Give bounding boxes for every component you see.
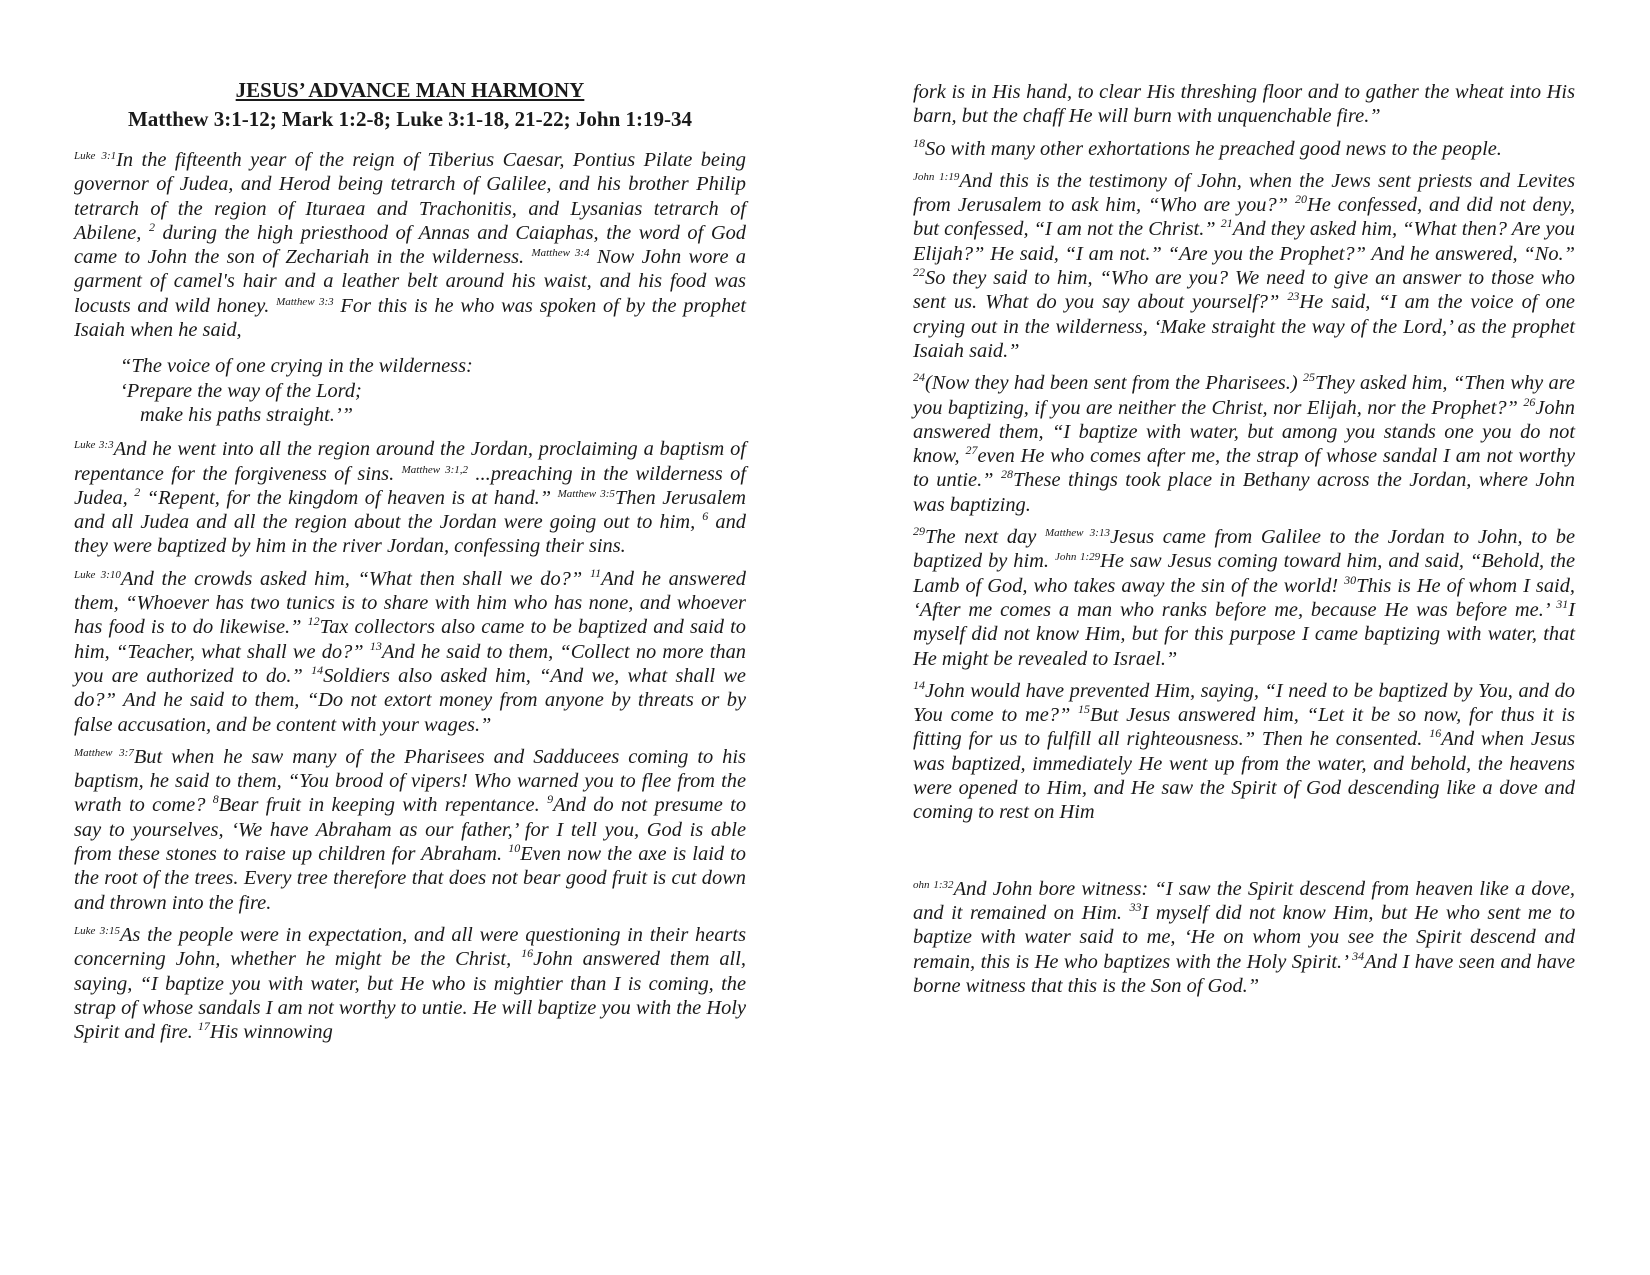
verse-number: 14 xyxy=(311,662,324,677)
verse-number: 15 xyxy=(1078,702,1091,717)
page-title: JESUS’ ADVANCE MAN HARMONY xyxy=(235,78,585,102)
paragraph xyxy=(913,679,1575,825)
verse-number: 21 xyxy=(1220,216,1233,231)
verse-number: 34 xyxy=(1352,948,1365,963)
verse-text: So with many other exhortations he preached good news to the people. xyxy=(925,137,1502,160)
scripture-ref-label: Luke 3:1 xyxy=(74,150,117,162)
verse-text: John answered them all, saying, “I baptize you with water, but He who is mightier than I is coming, the strap of whose sandals I am not worthy to untie. He will baptize you with the Holy Spirit and fire. xyxy=(74,948,746,1044)
verse-text: and they were baptized by him in the river Jordan, confessing their sins. xyxy=(74,511,746,558)
verse-text: I myself did not know Him, but for this purpose I came baptizing with water, that He might be revealed to Israel.” xyxy=(913,598,1575,670)
verse-text: The next day xyxy=(925,526,1045,549)
paragraph xyxy=(74,745,746,915)
verse-text: This is He of whom I said, ‘After me comes a man who ranks before me, because He was before me.’ xyxy=(913,574,1575,621)
paragraph xyxy=(74,437,746,558)
scripture-ref-label: Matthew 3:13 xyxy=(1044,527,1110,540)
verse-number: 24 xyxy=(913,370,925,385)
verse-text: They asked him, “Then why are you baptizing, if you are neither the Christ, nor Elijah, nor the Prophet?” xyxy=(913,372,1575,419)
verse-number: 12 xyxy=(307,614,320,629)
verse-text: But Jesus answered him, “Let it be so now, for thus it is fitting for us to fulfill all righteousness.” Then he consented. xyxy=(913,704,1575,751)
scripture-ref-label: Matthew 3:7 xyxy=(74,746,134,759)
verse-number: 16 xyxy=(1429,726,1442,741)
verse-number: 33 xyxy=(1129,899,1142,914)
quote-line: ‘Prepare the way of the Lord; xyxy=(120,379,362,402)
paragraph xyxy=(74,923,746,1044)
verse-text: And the crowds asked him, “What then shall we do?” xyxy=(120,567,590,590)
spacer xyxy=(913,833,1575,877)
verse-text: In the fifteenth year of the reign of Tiberius Caesar, Pontius Pilate being governor of Judea, and Herod being tetrarch of Galilee, and his brother Philip tetrarch of the region of Ituraea and Trachonitis, and Lysanias tetrarch of Abilene, xyxy=(74,149,746,244)
scripture-ref-label: Matthew 3:3 xyxy=(276,295,334,308)
verse-text: Tax collectors also came to be baptized and said to him, “Teacher, what shall we do?” xyxy=(74,616,746,663)
verse-text: John answered them, “I baptize with water, but among you stands one you do not know, xyxy=(913,396,1575,468)
paragraph xyxy=(913,877,1575,998)
verse-number: 10 xyxy=(508,841,521,856)
isaiah-quote xyxy=(120,354,746,427)
paragraph xyxy=(913,80,1575,129)
paragraph xyxy=(74,567,746,737)
verse-number: 13 xyxy=(369,638,382,653)
verse-text: But when he saw many of the Pharisees and Sadducees coming to his baptism, he said to them, “You brood of vipers! Who warned you to flee from the wrath to come? xyxy=(74,745,746,817)
verse-number: 27 xyxy=(965,443,978,458)
scripture-ref-label: ohn 1:32 xyxy=(913,878,954,891)
verse-text: For this is he who was spoken of by the prophet Isaiah when he said, xyxy=(74,294,746,342)
verse-number: 25 xyxy=(1303,370,1315,385)
verse-text: I myself did not know Him, but He who sent me to baptize with water said to me, ‘He on whom you see the Spirit descend and remain, this is He who baptizes with the Holy Spirit.’ xyxy=(913,901,1575,973)
verse-number: 20 xyxy=(1294,192,1307,207)
verse-text: And when Jesus was baptized, immediately He went up from the water, and behold, the heavens were opened to Him, and He saw the Spirit of God descending like a dove and coming to rest on Him xyxy=(913,728,1576,824)
scripture-ref-label: Luke 3:15 xyxy=(74,924,120,937)
verse-text: even He who comes after me, the strap of whose sandal I am not worthy to untie.” xyxy=(913,445,1575,492)
quote-line: make his paths straight.’” xyxy=(140,403,353,426)
verse-number: 6 xyxy=(702,509,709,524)
paragraph xyxy=(913,525,1575,671)
verse-number: 8 xyxy=(212,792,219,807)
verse-text: ...preaching in the wilderness of Judea, xyxy=(74,462,746,509)
verse-text: He said, “I am the voice of one crying out in the wilderness, ‘Make straight the way of the Lord,’ as the prophet Isaiah said.” xyxy=(913,291,1575,362)
verse-text: His winnowing xyxy=(209,1021,333,1044)
paragraph xyxy=(913,169,1575,363)
scripture-ref-label: Luke 3:3 xyxy=(74,439,114,452)
verse-number: 23 xyxy=(1287,289,1300,304)
verse-text: John would have prevented Him, saying, “I need to be baptized by You, and do You come to me?” xyxy=(913,679,1575,727)
verse-number: 17 xyxy=(197,1019,210,1034)
verse-text: He confessed, and did not deny, but confessed, “I am not the Christ.” xyxy=(913,194,1575,241)
verse-text: And John bore witness: “I saw the Spirit descend from heaven like a dove, and it remained on Him. xyxy=(913,877,1575,924)
paragraph xyxy=(913,371,1575,517)
left-column xyxy=(74,78,746,1052)
verse-text: And they asked him, “What then? Are you Elijah?” He said, “I am not.” “Are you the Prophet?” And he answered, “No.” xyxy=(913,218,1576,265)
verse-number: 22 xyxy=(913,265,925,280)
verse-text: And do not presume to say to yourselves, ‘We have Abraham as our father,’ for I tell you, God is able from these stones to raise up children for Abraham. xyxy=(74,794,747,866)
scripture-ref-label: Matthew 3:5 xyxy=(557,487,615,500)
scripture-ref-label: Matthew 3:1,2 xyxy=(401,463,469,476)
scripture-references: Matthew 3:1-12; Mark 1:2-8; Luke 3:1-18, 21-22; John 1:19-34 xyxy=(127,107,692,131)
verse-text: “Repent, for the kingdom of heaven is at hand.” xyxy=(140,486,558,509)
scripture-ref-label: John 1:19 xyxy=(913,170,960,183)
verse-number: 11 xyxy=(589,565,602,580)
verse-text: He saw Jesus coming toward him, and said, “Behold, the Lamb of God, who takes away the sin of the world! xyxy=(913,550,1576,597)
paragraph xyxy=(74,148,746,342)
verse-text: (Now they had been sent from the Pharisees.) xyxy=(925,372,1303,395)
verse-text: Soldiers also asked him, “And we, what shall we do?” And he said to them, “Do not extort money from anyone by threats or by false accusation, and be content with your wages.” xyxy=(74,664,746,736)
verse-number: 18 xyxy=(913,135,925,150)
scripture-ref-label: Luke 3:10 xyxy=(74,568,121,581)
verse-number: 2 xyxy=(134,484,141,499)
verse-number: 30 xyxy=(1344,572,1357,587)
verse-text: And he answered them, “Whoever has two tunics is to share with him who has none, and whoever has food is to do likewise.” xyxy=(74,567,747,639)
quote-line: “The voice of one crying in the wilderness: xyxy=(120,355,473,378)
verse-text: Even now the axe is laid to the root of the trees. Every tree therefore that does not bear good fruit is cut down and thrown into the fire. xyxy=(74,843,746,914)
verse-number: 14 xyxy=(913,677,925,692)
scripture-ref-label: Matthew 3:4 xyxy=(531,247,590,260)
paragraph xyxy=(913,137,1575,161)
verse-text: And this is the testimony of John, when the Jews sent priests and Levites from Jerusalem to ask him, “Who are you?” xyxy=(913,169,1576,217)
verse-text: Now John wore a garment of camel's hair and a leather belt around his waist, and his food was locusts and wild honey. xyxy=(74,246,746,317)
verse-number: 26 xyxy=(1523,394,1536,409)
verse-text: And he went into all the region around the Jordan, proclaiming a baptism of repentance for the forgiveness of sins. xyxy=(74,438,746,485)
verse-text: As the people were in expectation, and all were questioning in their hearts concerning John, whether he might be the Christ, xyxy=(74,923,747,971)
verse-number: 28 xyxy=(1000,467,1013,482)
verse-text: Then Jerusalem and all Judea and all the region about the Jordan were going out to him, xyxy=(74,486,747,534)
verse-text: Jesus came from Galilee to the Jordan to John, to be baptized by him. xyxy=(913,526,1575,573)
verse-text: So they said to him, “Who are you? We need to give an answer to those who sent us. What do you say about yourself?” xyxy=(913,267,1575,314)
verse-number: 9 xyxy=(547,792,554,807)
verse-text: fork is in His hand, to clear His threshing floor and to gather the wheat into His barn, but the chaff He will burn with unquenchable fire.” xyxy=(913,81,1575,128)
verse-text: And he said to them, “Collect no more than you are authorized to do.” xyxy=(74,640,746,687)
verse-text: And I have seen and have borne witness that this is the Son of God.” xyxy=(913,950,1575,997)
verse-text: Bear fruit in keeping with repentance. xyxy=(218,794,548,817)
verse-text: during the high priesthood of Annas and Caiaphas, the word of God came to John the son of Zechariah in the wilderness. xyxy=(74,221,746,269)
verse-number: 29 xyxy=(913,524,925,539)
verse-number: 16 xyxy=(521,946,534,961)
right-column xyxy=(913,80,1575,1006)
scripture-ref-label: John 1:29 xyxy=(1054,551,1101,564)
verse-text: These things took place in Bethany across the Jordan, where John was baptizing. xyxy=(913,469,1575,516)
verse-number: 31 xyxy=(1556,596,1569,611)
verse-number: 2 xyxy=(148,219,155,234)
